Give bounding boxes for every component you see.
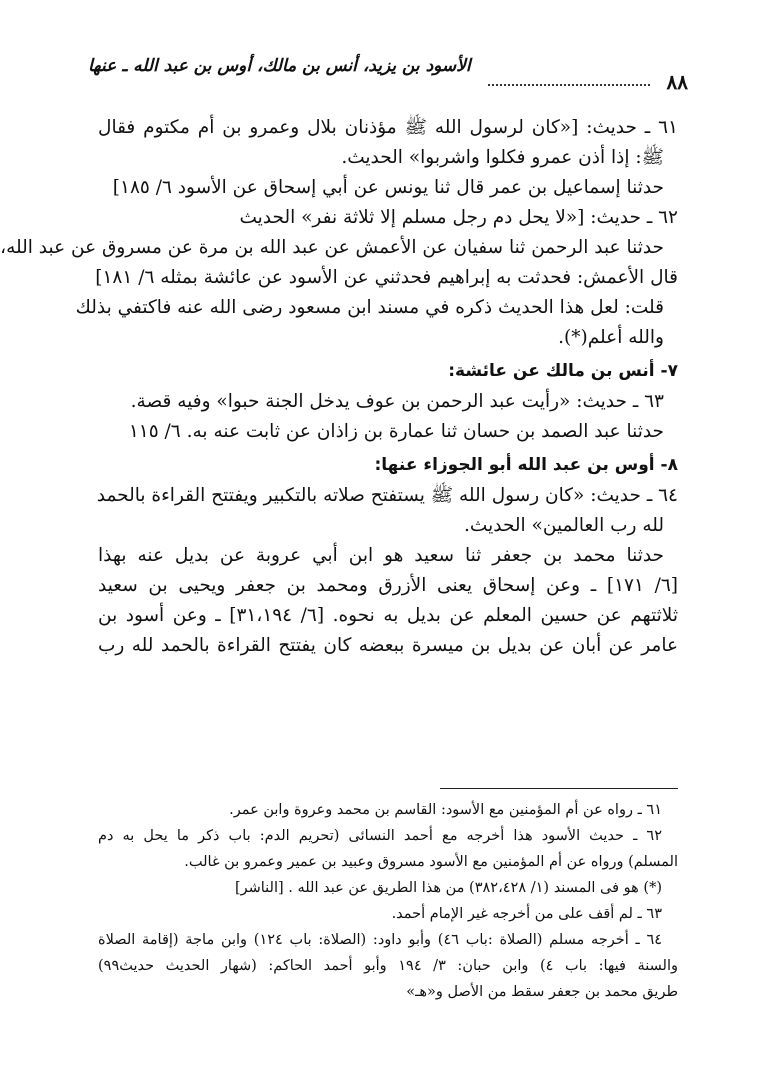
isnad-61-line: حدثنا إسماعيل بن عمر قال ثنا يونس عن أبي إسحاق عن الأسود ٦/ ١٨٥] <box>112 177 664 198</box>
footnote-line: ٦٣ ـ لم أقف على من أخرجه غير الإمام أحمد. <box>391 906 662 922</box>
isnad-62-line: قال الأعمش: فحدثت به إبراهيم فحدثني عن الأسود عن عائشة بمثله ٦/ ١٨١] <box>95 267 678 288</box>
hadith-64-line: ٦٤ ـ حديث: «كان رسول الله ﷺ يستفتح صلاته بالتكبير ويفتتح القراءة بالحمد <box>96 485 678 506</box>
hadith-61-line: ٦١ ـ حديث: [«كان لرسول الله ﷺ مؤذنان بلال وعمرو بن أم مكتوم فقال <box>98 117 678 138</box>
isnad-64-line: ثلاثتهم عن حسين المعلم عن بديل به نحوه. [٦/ ٣١،١٩٤] ـ وعن أسود بن <box>98 605 678 626</box>
main-text <box>0 116 678 664</box>
hadith-63-line: ٦٣ ـ حديث: «رأيت عبد الرحمن بن عوف يدخل الجنة حبوا» وفيه قصة. <box>130 391 664 412</box>
isnad-63-line: حدثنا عبد الصمد بن حسان ثنا عمارة بن زاذان عن ثابت عنه به. ٦/ ١١٥ <box>128 421 664 442</box>
footnote-line: ٦١ ـ رواه عن أم المؤمنين مع الأسود: القاسم بن محمد وعروة وابن عمر. <box>229 802 662 818</box>
running-title: الأسود بن يزيد، أنس بن مالك، أوس بن عبد الله ـ عنها <box>88 56 471 76</box>
footnote-line: المسلم) ورواه عن أم المؤمنين مع الأسود مسروق وعبيد بن عمير وعمرو بن غالب. <box>184 854 678 870</box>
footnote-line: طريق محمد بن جعفر سقط من الأصل و«هـ» <box>406 984 678 1000</box>
footnote-line: ٦٤ ـ أخرجه مسلم (الصلاة :باب ٤٦) وأبو داود: (الصلاة: باب ١٢٤) وابن ماجة (إقامة الصلاة <box>98 932 663 948</box>
footnote-line: ٦٢ ـ حديث الأسود هذا أخرجه مع أحمد النسائى (تحريم الدم: باب ذكر ما يحل به دم <box>98 828 662 844</box>
footnote-line: والسنة فيها: باب ٤) وابن حبان: ٣/ ١٩٤ وأبو أحمد الحاكم: (شهار الحديث حديث٩٩) <box>98 958 679 974</box>
footnote-divider <box>440 788 678 789</box>
footnotes <box>98 800 678 1008</box>
comment-line: والله أعلم(*). <box>558 327 664 348</box>
page-header <box>88 50 688 92</box>
hadith-61-line: ﷺ: إذا أذن عمرو فكلوا واشربوا» الحديث. <box>341 147 664 168</box>
isnad-64-line: حدثنا محمد بن جعفر ثنا سعيد هو ابن أبي عروبة عن بديل عنه بهذا <box>98 545 664 566</box>
isnad-64-line: عامر عن أبان عن بديل بن ميسرة ببعضه كان يفتتح القراءة بالحمد لله رب <box>98 635 678 656</box>
footnote-line: (*) هو فى المسند (١/ ٣٨٢،٤٢٨) من هذا الطريق عن عبد الله . [الناشر] <box>234 880 662 896</box>
hadith-62-line: ٦٢ ـ حديث: [«لا يحل دم رجل مسلم إلا ثلاثة نفر» الحديث <box>239 207 678 228</box>
header-dotted-leader <box>488 84 650 86</box>
comment-line: قلت: لعل هذا الحديث ذكره في مسند ابن مسعود رضى الله عنه فاكتفي بذلك <box>75 297 664 318</box>
isnad-62-line: حدثنا عبد الرحمن ثنا سفيان عن الأعمش عن عبد الله بن مرة عن مسروق عن عبد الله، <box>0 237 664 258</box>
section-heading-anas: ٧- أنس بن مالك عن عائشة: <box>448 361 678 381</box>
section-heading-aws: ٨- أوس بن عبد الله أبو الجوزاء عنها: <box>374 455 678 475</box>
isnad-64-line: [٦/ ١٧١] ـ وعن إسحاق يعنى الأزرق ومحمد بن جعفر ويحيى بن سعيد <box>98 575 678 596</box>
hadith-64-line: لله رب العالمين» الحديث. <box>464 515 664 536</box>
page-number: ٨٨ <box>666 70 688 94</box>
